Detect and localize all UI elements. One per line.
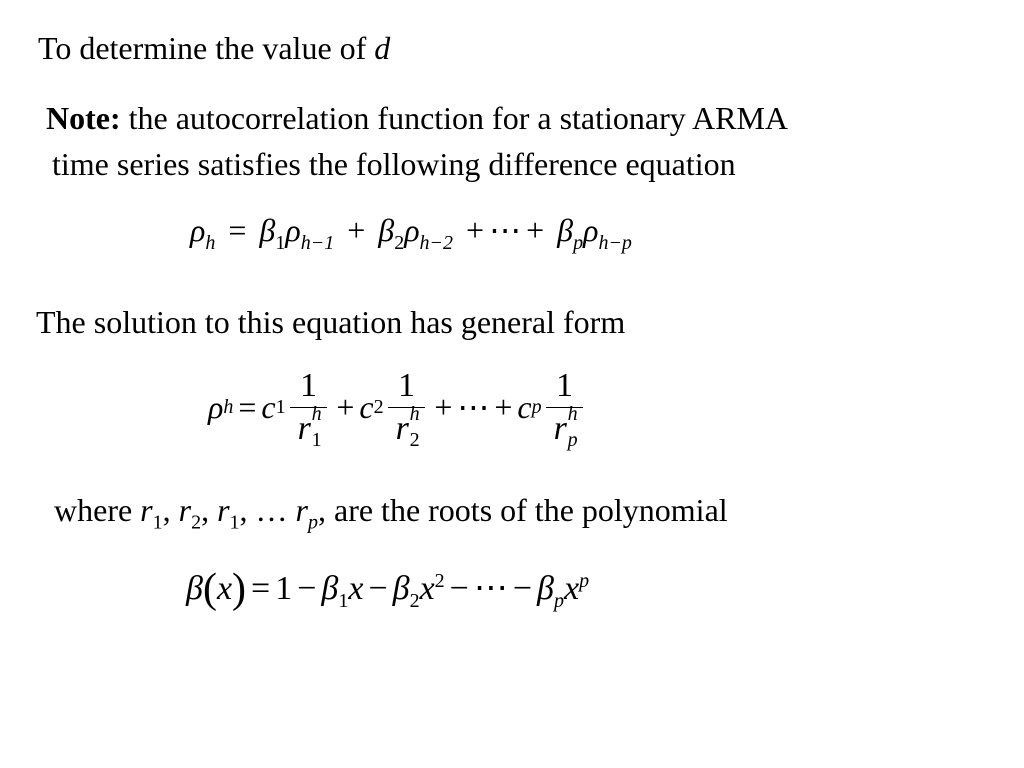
heading-text: To determine the value of [38, 30, 375, 66]
ellipsis: … [255, 492, 296, 528]
rho-symbol: ρ [285, 212, 301, 248]
beta-symbol: β [378, 212, 395, 248]
cdots: ⋯ [473, 570, 508, 607]
r-symbol: r [553, 409, 567, 447]
superscript-2: 2 [434, 570, 445, 592]
subscript-h-minus-2: h−2 [419, 232, 454, 254]
fraction-1-over-r1-h [290, 366, 328, 451]
subscript-1: 1 [275, 232, 286, 254]
minus-sign: − [368, 570, 388, 607]
beta-symbol: β [321, 570, 339, 607]
coefficient-c: c [359, 389, 374, 425]
subscript-2: 2 [409, 428, 420, 451]
one: 1 [275, 570, 293, 607]
fraction-1-over-r2-h [388, 366, 426, 451]
numerator-1: 1 [397, 366, 415, 404]
comma-separator: , [162, 492, 179, 528]
subscript-1: 1 [275, 396, 286, 418]
denominator [546, 402, 584, 451]
x-variable: x [419, 570, 435, 607]
equals-sign: = [238, 389, 257, 425]
note-text-2: time series satisfies the following difference equation [52, 146, 736, 182]
subscript-2: 2 [409, 590, 420, 612]
subscript-2: 2 [394, 232, 405, 254]
subscript-2: 2 [191, 511, 202, 534]
general-solution-equation [208, 352, 587, 462]
subscript-h-minus-1: h−1 [300, 232, 335, 254]
denominator [388, 402, 426, 451]
plus-sign: + [494, 389, 513, 425]
polynomial-equation [186, 568, 589, 611]
cdots: ⋯ [489, 212, 522, 248]
solution-line [36, 306, 625, 338]
x-variable: x [348, 570, 364, 607]
note-line-2 [52, 148, 736, 180]
equals-sign: = [228, 212, 247, 248]
r-symbol: r [178, 492, 192, 528]
subscript-p: p [567, 428, 578, 451]
subscript-p: p [307, 511, 318, 534]
subscript-h: h [205, 232, 216, 254]
r-term [297, 402, 322, 451]
plus-sign: + [336, 389, 355, 425]
subscript-h-minus-p: h−p [598, 232, 632, 254]
minus-sign: − [449, 570, 469, 607]
r-symbol: r [395, 409, 409, 447]
note-label: Note: [46, 100, 121, 136]
numerator-1: 1 [555, 366, 573, 404]
heading-line [38, 32, 390, 64]
subscript-p: p [531, 396, 542, 418]
r-term [395, 402, 420, 451]
subscript-1: 1 [311, 428, 322, 451]
superscript-p: p [579, 570, 590, 592]
solution-text: The solution to this equation has general form [36, 304, 626, 340]
r-term [553, 402, 578, 451]
rho-symbol: ρ [583, 212, 599, 248]
note-line-1 [46, 102, 788, 134]
beta-symbol: β [392, 570, 410, 607]
plus-sign: + [466, 212, 485, 248]
coefficient-c: c [261, 389, 276, 425]
plus-sign: + [526, 212, 545, 248]
cdots: ⋯ [457, 389, 490, 425]
superscript-h: h [409, 402, 420, 425]
superscript-h: h [311, 402, 322, 425]
note-text-1: the autocorrelation function for a stationary ARMA [120, 100, 788, 136]
beta-symbol: β [557, 212, 574, 248]
r-symbol: r [297, 409, 311, 447]
rho-symbol: ρ [404, 212, 420, 248]
right-paren: ) [232, 566, 247, 612]
left-paren: ( [202, 566, 217, 612]
subscript-2: 2 [373, 396, 384, 418]
minus-sign: − [512, 570, 533, 607]
subscript-1: 1 [152, 511, 163, 534]
subscript-p: p [573, 232, 584, 254]
where-text: where [54, 492, 141, 528]
difference-equation [190, 214, 632, 253]
heading-var-d: d [374, 30, 391, 66]
roots-line [54, 494, 728, 532]
x-variable: x [216, 570, 233, 607]
subscript-1: 1 [229, 511, 240, 534]
r-symbol: r [217, 492, 230, 528]
superscript-h: h [567, 402, 578, 425]
comma-separator: , [239, 492, 256, 528]
comma-separator: , [201, 492, 218, 528]
plus-sign: + [434, 389, 453, 425]
denominator [290, 402, 328, 451]
subscript-p: p [553, 590, 564, 612]
beta-symbol: β [537, 570, 554, 607]
beta-symbol: β [259, 212, 276, 248]
roots-tail-text: , are the roots of the polynomial [317, 492, 728, 528]
coefficient-c: c [517, 389, 532, 425]
x-variable: x [563, 570, 580, 607]
subscript-h: h [223, 396, 234, 418]
plus-sign: + [347, 212, 366, 248]
rho-symbol: ρ [208, 389, 224, 425]
minus-sign: − [297, 570, 317, 607]
numerator-1: 1 [299, 366, 317, 404]
beta-symbol: β [186, 570, 203, 607]
rho-symbol: ρ [190, 212, 206, 248]
subscript-1: 1 [338, 590, 349, 612]
fraction-1-over-rp-h [546, 366, 584, 451]
r-symbol: r [295, 492, 308, 528]
equals-sign: = [251, 570, 271, 607]
r-symbol: r [140, 492, 153, 528]
